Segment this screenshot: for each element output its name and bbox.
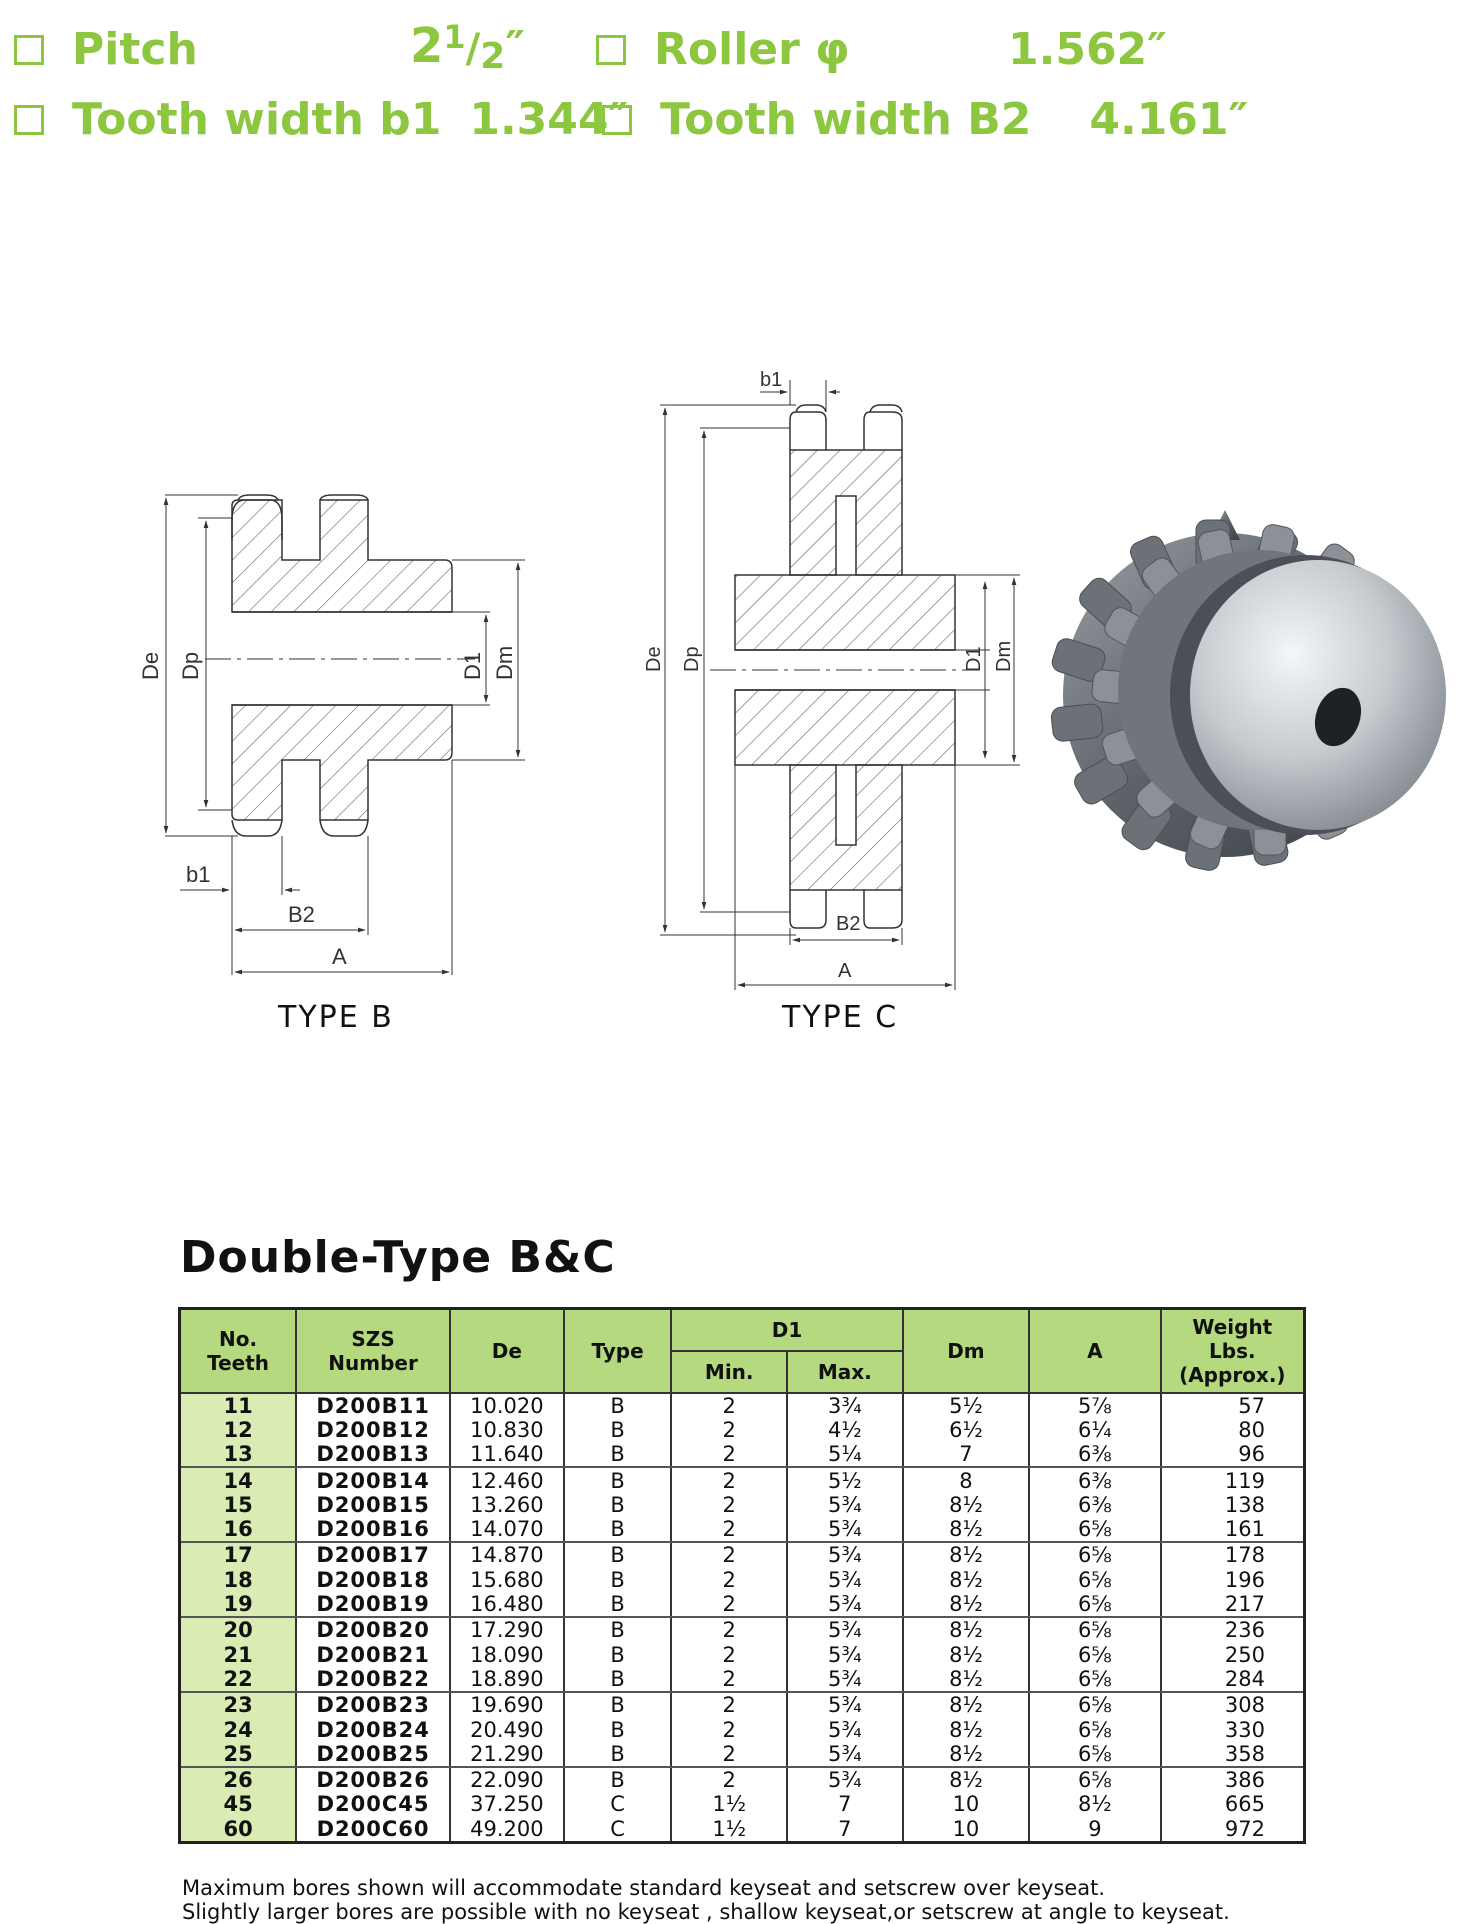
table-row [180,1493,1305,1517]
row-d1-max: 7 [787,1817,903,1843]
row-d1-min: 1½ [671,1817,787,1843]
row-d1-max: 5½ [787,1467,903,1492]
row-a: 6⅜ [1029,1442,1160,1467]
row-de: 20.490 [450,1717,564,1741]
b1-label: Tooth width b1 [72,94,442,145]
row-weight: 96 [1161,1442,1305,1467]
row-number: D200B12 [296,1418,450,1442]
row-d1-max: 5¾ [787,1692,903,1717]
row-dm: 10 [903,1792,1030,1816]
row-weight: 161 [1161,1517,1305,1542]
table-row [180,1692,1305,1717]
row-d1-max: 5¼ [787,1442,903,1467]
row-weight: 80 [1161,1418,1305,1442]
row-teeth: 25 [180,1742,297,1767]
row-a: 6⅝ [1029,1642,1160,1666]
dim-dm-label: Dm [492,645,517,680]
row-weight: 358 [1161,1742,1305,1767]
row-d1-max: 5¾ [787,1517,903,1542]
footnote-1: Maximum bores shown will accommodate standard keyseat and setscrew over keyseat. [182,1876,1106,1900]
header-d1-min: Min. [671,1351,787,1393]
row-type: B [564,1767,672,1792]
dim-a-label: A [332,944,347,969]
sprocket-photo-icon [1050,510,1446,872]
dim-b1-label: b1 [186,862,211,887]
footnote-2: Slightly larger bores are possible with no keyseat , shallow keyseat,or setscrew at angle to keyseat. [182,1900,1230,1924]
row-type: B [564,1692,672,1717]
row-number: D200B22 [296,1667,450,1692]
row-number: D200B26 [296,1767,450,1792]
row-a: 8½ [1029,1792,1160,1816]
row-type: B [564,1542,672,1567]
header-type: Type [564,1309,672,1393]
dim-dp-label: Dp [178,651,203,680]
row-type: B [564,1442,672,1467]
row-number: D200C45 [296,1792,450,1816]
dim-b2-label: B2 [836,913,861,935]
row-dm: 7 [903,1442,1030,1467]
row-dm: 10 [903,1817,1030,1843]
row-dm: 8½ [903,1617,1030,1642]
row-teeth: 60 [180,1817,297,1843]
row-de: 49.200 [450,1817,564,1843]
row-a: 9 [1029,1817,1160,1843]
row-number: D200B16 [296,1517,450,1542]
row-dm: 8½ [903,1642,1030,1666]
row-a: 6⅝ [1029,1767,1160,1792]
table-row [180,1517,1305,1542]
dim-de-label: De [138,651,163,680]
row-d1-max: 5¾ [787,1742,903,1767]
row-a: 6⅝ [1029,1692,1160,1717]
row-weight: 308 [1161,1692,1305,1717]
row-type: B [564,1493,672,1517]
row-d1-max: 3¾ [787,1393,903,1418]
row-d1-min: 2 [671,1467,787,1492]
row-a: 6⅝ [1029,1742,1160,1767]
table-title: Double-Type B&C [180,1232,616,1283]
row-teeth: 20 [180,1617,297,1642]
header-dm: Dm [903,1309,1030,1393]
row-dm: 8½ [903,1542,1030,1567]
header-de: De [450,1309,564,1393]
row-weight: 236 [1161,1617,1305,1642]
row-number: D200B21 [296,1642,450,1666]
row-number: D200B14 [296,1467,450,1492]
row-teeth: 26 [180,1767,297,1792]
row-teeth: 13 [180,1442,297,1467]
row-number: D200B24 [296,1717,450,1741]
row-d1-min: 2 [671,1442,787,1467]
row-teeth: 19 [180,1592,297,1617]
row-number: D200B13 [296,1442,450,1467]
row-de: 13.260 [450,1493,564,1517]
row-number: D200B23 [296,1692,450,1717]
row-teeth: 23 [180,1692,297,1717]
row-weight: 138 [1161,1493,1305,1517]
row-weight: 284 [1161,1667,1305,1692]
table-body [180,1393,1305,1843]
dim-b1-label: b1 [760,369,783,391]
row-type: B [564,1667,672,1692]
header-a: A [1029,1309,1160,1393]
roller-value: 1.562″ [1008,24,1167,75]
row-type: B [564,1742,672,1767]
row-a: 6¼ [1029,1418,1160,1442]
row-type: B [564,1642,672,1666]
row-type: B [564,1617,672,1642]
table-row [180,1393,1305,1418]
header-teeth: No. Teeth [180,1309,297,1393]
row-teeth: 18 [180,1568,297,1592]
row-weight: 972 [1161,1817,1305,1843]
row-teeth: 12 [180,1418,297,1442]
row-d1-min: 2 [671,1418,787,1442]
pitch-label: Pitch [72,24,198,75]
table-row [180,1617,1305,1642]
row-d1-min: 2 [671,1642,787,1666]
row-type: B [564,1393,672,1418]
type-b-label: TYPE B [278,1000,394,1035]
row-type: B [564,1418,672,1442]
pitch-value: $2^1/2''$ [410,18,526,77]
type-b-drawing [165,495,525,975]
row-d1-min: 2 [671,1742,787,1767]
row-de: 15.680 [450,1568,564,1592]
row-weight: 119 [1161,1467,1305,1492]
table-row [180,1568,1305,1592]
row-number: D200B17 [296,1542,450,1567]
table-row [180,1642,1305,1666]
row-type: B [564,1568,672,1592]
row-a: 6⅝ [1029,1568,1160,1592]
table-row [180,1792,1305,1816]
header-d1: D1 [671,1309,902,1351]
header-weight: Weight Lbs. (Approx.) [1161,1309,1305,1393]
table-row [180,1667,1305,1692]
b2-value: 4.161″ [1089,94,1249,145]
row-number: D200B25 [296,1742,450,1767]
row-number: D200B11 [296,1393,450,1418]
row-number: D200B19 [296,1592,450,1617]
row-teeth: 14 [180,1467,297,1492]
row-number: D200B20 [296,1617,450,1642]
dim-d1-label: D1 [460,651,485,680]
row-d1-max: 5¾ [787,1667,903,1692]
row-number: D200B18 [296,1568,450,1592]
type-c-label: TYPE C [782,1000,899,1035]
table-row [180,1817,1305,1843]
row-weight: 217 [1161,1592,1305,1617]
row-d1-max: 5¾ [787,1493,903,1517]
row-de: 10.020 [450,1393,564,1418]
table-row [180,1717,1305,1741]
row-teeth: 17 [180,1542,297,1567]
row-d1-min: 2 [671,1592,787,1617]
row-type: B [564,1592,672,1617]
row-de: 18.890 [450,1667,564,1692]
row-de: 16.480 [450,1592,564,1617]
table-row [180,1418,1305,1442]
row-teeth: 45 [180,1792,297,1816]
roller-label: Roller φ [654,24,850,75]
row-d1-min: 2 [671,1493,787,1517]
row-teeth: 16 [180,1517,297,1542]
row-de: 21.290 [450,1742,564,1767]
table-row [180,1442,1305,1467]
row-dm: 8½ [903,1592,1030,1617]
row-d1-min: 2 [671,1692,787,1717]
row-dm: 8½ [903,1692,1030,1717]
table-row [180,1592,1305,1617]
row-weight: 196 [1161,1568,1305,1592]
row-de: 11.640 [450,1442,564,1467]
row-a: 6⅝ [1029,1592,1160,1617]
row-weight: 178 [1161,1542,1305,1567]
row-d1-max: 5¾ [787,1542,903,1567]
row-a: 6⅜ [1029,1493,1160,1517]
dim-de-label: De [643,646,665,672]
dim-b2-label: B2 [288,902,315,927]
row-d1-min: 2 [671,1393,787,1418]
b1-value: 1.344″ [469,94,629,145]
row-d1-min: 2 [671,1568,787,1592]
row-d1-max: 5¾ [787,1717,903,1741]
row-number: D200C60 [296,1817,450,1843]
row-d1-min: 2 [671,1767,787,1792]
row-de: 19.690 [450,1692,564,1717]
row-weight: 665 [1161,1792,1305,1816]
row-type: B [564,1717,672,1741]
row-a: 6⅝ [1029,1667,1160,1692]
row-teeth: 22 [180,1667,297,1692]
row-de: 18.090 [450,1642,564,1666]
row-weight: 250 [1161,1642,1305,1666]
row-d1-max: 4½ [787,1418,903,1442]
row-d1-min: 2 [671,1542,787,1567]
row-dm: 8½ [903,1767,1030,1792]
row-d1-min: 2 [671,1617,787,1642]
row-a: 6⅝ [1029,1617,1160,1642]
dim-dm-label: Dm [993,640,1015,672]
row-d1-min: 2 [671,1717,787,1741]
row-d1-min: 1½ [671,1792,787,1816]
row-dm: 6½ [903,1418,1030,1442]
row-d1-max: 7 [787,1792,903,1816]
row-a: 5⅞ [1029,1393,1160,1418]
row-type: B [564,1517,672,1542]
type-c-drawing [660,380,1020,990]
row-type: C [564,1817,672,1843]
row-weight: 57 [1161,1393,1305,1418]
row-a: 6⅜ [1029,1467,1160,1492]
row-de: 12.460 [450,1467,564,1492]
row-de: 37.250 [450,1792,564,1816]
header-d1-max: Max. [787,1351,903,1393]
row-d1-max: 5¾ [787,1568,903,1592]
sprocket-spec-table [178,1307,1306,1844]
row-a: 6⅝ [1029,1542,1160,1567]
row-number: D200B15 [296,1493,450,1517]
table-row [180,1467,1305,1492]
table-row [180,1767,1305,1792]
row-dm: 8½ [903,1667,1030,1692]
row-weight: 330 [1161,1717,1305,1741]
row-dm: 5½ [903,1393,1030,1418]
row-de: 10.830 [450,1418,564,1442]
row-d1-max: 5¾ [787,1767,903,1792]
row-a: 6⅝ [1029,1517,1160,1542]
row-dm: 8 [903,1467,1030,1492]
row-de: 17.290 [450,1617,564,1642]
row-de: 14.870 [450,1542,564,1567]
b2-label: Tooth width B2 [660,94,1032,145]
row-d1-min: 2 [671,1517,787,1542]
header-number: SZS Number [296,1309,450,1393]
dim-dp-label: Dp [681,646,703,672]
row-weight: 386 [1161,1767,1305,1792]
row-teeth: 21 [180,1642,297,1666]
row-d1-max: 5¾ [787,1617,903,1642]
row-d1-max: 5¾ [787,1642,903,1666]
row-teeth: 15 [180,1493,297,1517]
row-dm: 8½ [903,1568,1030,1592]
row-type: B [564,1467,672,1492]
row-d1-min: 2 [671,1667,787,1692]
table-row [180,1742,1305,1767]
row-dm: 8½ [903,1493,1030,1517]
row-teeth: 24 [180,1717,297,1741]
dim-a-label: A [838,960,852,982]
row-dm: 8½ [903,1517,1030,1542]
row-de: 14.070 [450,1517,564,1542]
row-type: C [564,1792,672,1816]
row-dm: 8½ [903,1742,1030,1767]
row-dm: 8½ [903,1717,1030,1741]
row-teeth: 11 [180,1393,297,1418]
row-d1-max: 5¾ [787,1592,903,1617]
row-de: 22.090 [450,1767,564,1792]
table-row [180,1542,1305,1567]
row-a: 6⅝ [1029,1717,1160,1741]
dim-d1-label: D1 [963,646,985,672]
